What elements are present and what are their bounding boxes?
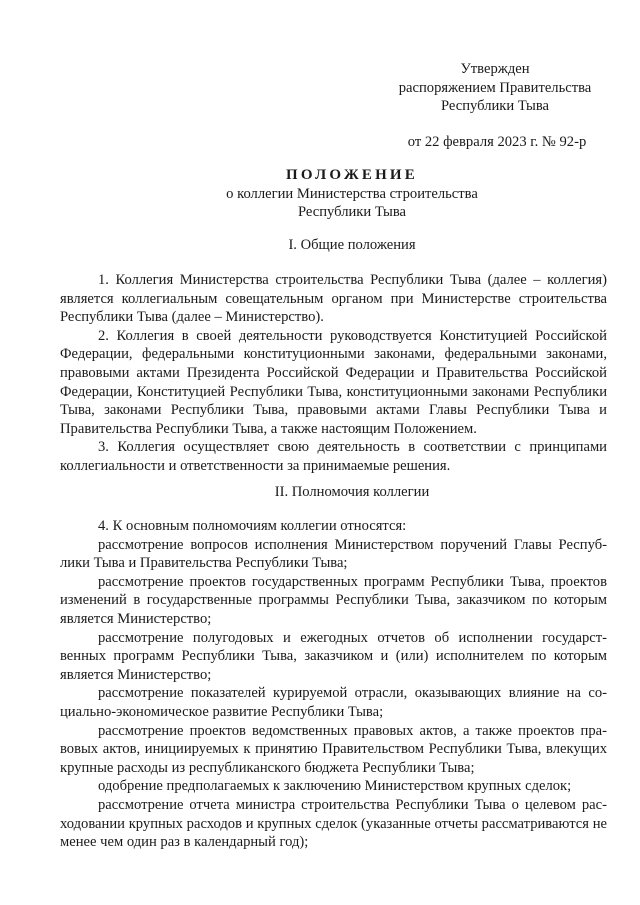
approval-line: Республики Тыва	[440, 98, 550, 115]
document-subtitle-line: о коллегии Министерства строительства	[226, 185, 478, 202]
paragraph: рассмотрение проектов ведомственных правовых актов, а также проектов правовых актов, инициируемых к принятию Правительством Республики Тыва, влекущих крупные расходы из республиканского бюджета Республики Тыва;	[60, 722, 607, 776]
approval-line: распоряжением Правительства	[398, 79, 592, 96]
document-title: ПОЛОЖЕНИЕ	[285, 167, 419, 183]
paragraph: 1. Коллегия Министерства строительства Республики Тыва (далее – коллегия) является коллегиальным совещательным органом при Министерстве строительства Республики Тыва (далее – Министерство).	[60, 272, 607, 326]
paragraph: 4. К основным полномочиям коллегии относятся:	[98, 518, 407, 534]
paragraph: рассмотрение проектов государственных программ Республики Тыва, проектов изменений в государственные программы Республики Тыва, заказчиком по которым является Министерство;	[60, 573, 607, 627]
section-title-powers: II. Полномочия коллегии	[274, 484, 430, 500]
paragraph: рассмотрение вопросов исполнения Министерством поручений Главы Республики Тыва и Правительства Республики Тыва;	[60, 536, 607, 572]
paragraph: 3. Коллегия осуществляет свою деятельность в соответствии с принципами коллегиальности и ответственности за принимаемые решения.	[60, 439, 607, 474]
paragraph: 2. Коллегия в своей деятельности руководствуется Конституцией Российской Федерации, федеральными конституционными законами, федеральными законами, правовыми актами Президента Российской Федерации и Правительства Российской Федерации, Конституцией Республики Тыва, конституционными законами Республики Тыва, законами Республики Тыва, правовыми актами Главы Республики Тыва и Правительства Республики Тыва, а также настоящим Положением.	[60, 327, 607, 437]
document-subtitle-line: Республики Тыва	[297, 204, 407, 221]
section-general-body	[60, 271, 607, 476]
section-powers-body	[60, 517, 607, 852]
paragraph: рассмотрение отчета министра строительства Республики Тыва о целевом расходовании крупных расходов и крупных сделок (указанные отчеты рассматриваются не менее чем один раз в календарный год);	[60, 796, 607, 851]
approval-block	[395, 60, 595, 151]
paragraph: рассмотрение полугодовых и ежегодных отчетов об исполнении государственных программ Республики Тыва, заказчиком и (или) исполнителем по которым является Министерство;	[60, 629, 607, 683]
section-title-general: I. Общие положения	[288, 237, 416, 253]
paragraph: рассмотрение показателей курируемой отрасли, оказывающих влияние на социально-экономическое развитие Республики Тыва;	[60, 685, 607, 720]
approval-line: Утвержден	[460, 61, 530, 77]
document-heading	[60, 166, 640, 222]
paragraph: одобрение предполагаемых к заключению Министерством крупных сделок;	[98, 778, 572, 795]
approval-date: от 22 февраля 2023 г. № 92-р	[407, 133, 587, 150]
